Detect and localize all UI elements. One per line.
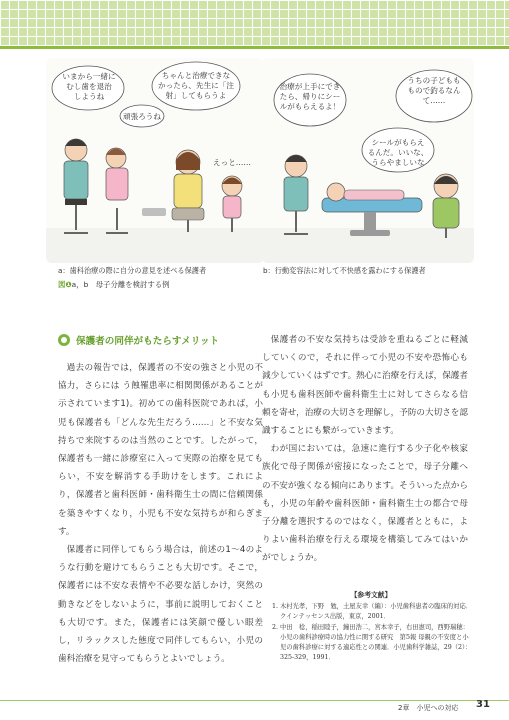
bubble-a1: いまから一緒に むし歯を退治 しようね: [62, 72, 116, 101]
figure-label-text: a，b 母子分離を検討する例: [71, 280, 170, 289]
bullet-circle-icon: [58, 334, 70, 346]
bubble-a2: 頑張ろうね: [123, 112, 161, 121]
top-grid-band: [0, 0, 509, 46]
reference-item: 1. 木村光孝，下野 勉，土屋友幸（編）：小児歯科患者の臨床的対応．クインテッセンス出版，東京，2001．: [280, 602, 474, 622]
caption-a: a：歯科治療の際に自分の意見を述べる保護者: [58, 266, 207, 275]
bubble-b1: 治療が上手にでき たら、帰りにシー ルがもらえるよ！: [279, 82, 341, 111]
right-paragraph-2: わが国においては，急速に進行する少子化や核家族化で母子関係が密接になったことで，母子分離への不安が強くなる傾向にあります。そういった点からも，小児の年齢や歯科医師・歯科衛生士の都合で母子分離を選択するのではなく，保護者とともに，よりよい歯科治療を行える環境を構築してみてはいかがでしょうか。: [262, 444, 468, 564]
bubble-a3: ちゃんと治療できな かったら、先生に「注 射」してもらうよ: [158, 71, 234, 100]
left-paragraph-1: 過去の報告では，保護者の不安の強さと小児の不協力，さらには う蝕罹患率に相関関係があることが示されています1)。初めての歯科医院であれば，小児も保護者も「どんな先生だろう……」と不安な気持ちで来院するのは当然のことです。したがって，保護者も一緒に診療室に入って実際の治療を見てもらい，不安を解消する手助けをします。これにより，保護者と歯科医師・歯科衛生士の間に信頼関係を築きやすくなり，小児も不安な気持ちが和らぎます。: [58, 363, 263, 537]
top-band-line: [0, 46, 509, 49]
figure-label: [58, 279, 170, 290]
bubble-b3: シールがもらえ るんだ。いいな、 うらやましいな: [367, 138, 429, 167]
right-column: [262, 331, 468, 568]
right-paragraph-1: 保護者の不安な気持ちは受診を重ねるごとに軽減していくので，それに伴って小児の不安や恐怖心も減少していくはずです。熱心に治療を行えば，保護者も小児も歯科医師や歯科衛生士に対してさらなる信頼を寄せ，治療の大切さを理解し，予防の大切さを認識することにも繋がっていきます。: [262, 335, 468, 437]
section-title: 保護者の同伴がもたらすメリット: [76, 336, 220, 347]
footer-chapter: 2章 小児への対応: [398, 704, 459, 712]
left-column: [58, 359, 263, 668]
references-title: 【参考文献】: [350, 591, 392, 599]
figure-number: 図❶: [58, 280, 72, 289]
bubble-a4: えっと……: [213, 158, 251, 167]
bubble-b2: うちの子どもも もので釣るなん て……: [407, 76, 461, 105]
reference-item: 2. 中田 稔，稲田睦子，鐘田浩二，宮本幸子，右田憲司，西野瑞穂：小児の歯科診療時の協力性に関する研究 第5報 母親の不安度と小児の歯科診療に対する適応性との関連．小児歯科学雑誌，29（2）：325-329，1991．: [280, 623, 474, 664]
references: [268, 590, 474, 663]
left-paragraph-2: 保護者に同伴してもらう場合は，前述の1〜4のような行動を避けてもらうことも大切です。そこで，保護者には不安な表情や不必要な話しかけ，突然の動きなどをしないように，事前に説明しておくことも大切です。また，保護者には笑顔で優しい眼差し，リラックスした態度で同伴してもらい，小児の歯科治療を見守ってもらうとよいでしょう。: [58, 545, 263, 665]
section-heading: [58, 333, 219, 347]
caption-b: b：行動変容法に対して不快感を露わにする保護者: [263, 266, 426, 275]
page-number: 31: [476, 699, 490, 710]
